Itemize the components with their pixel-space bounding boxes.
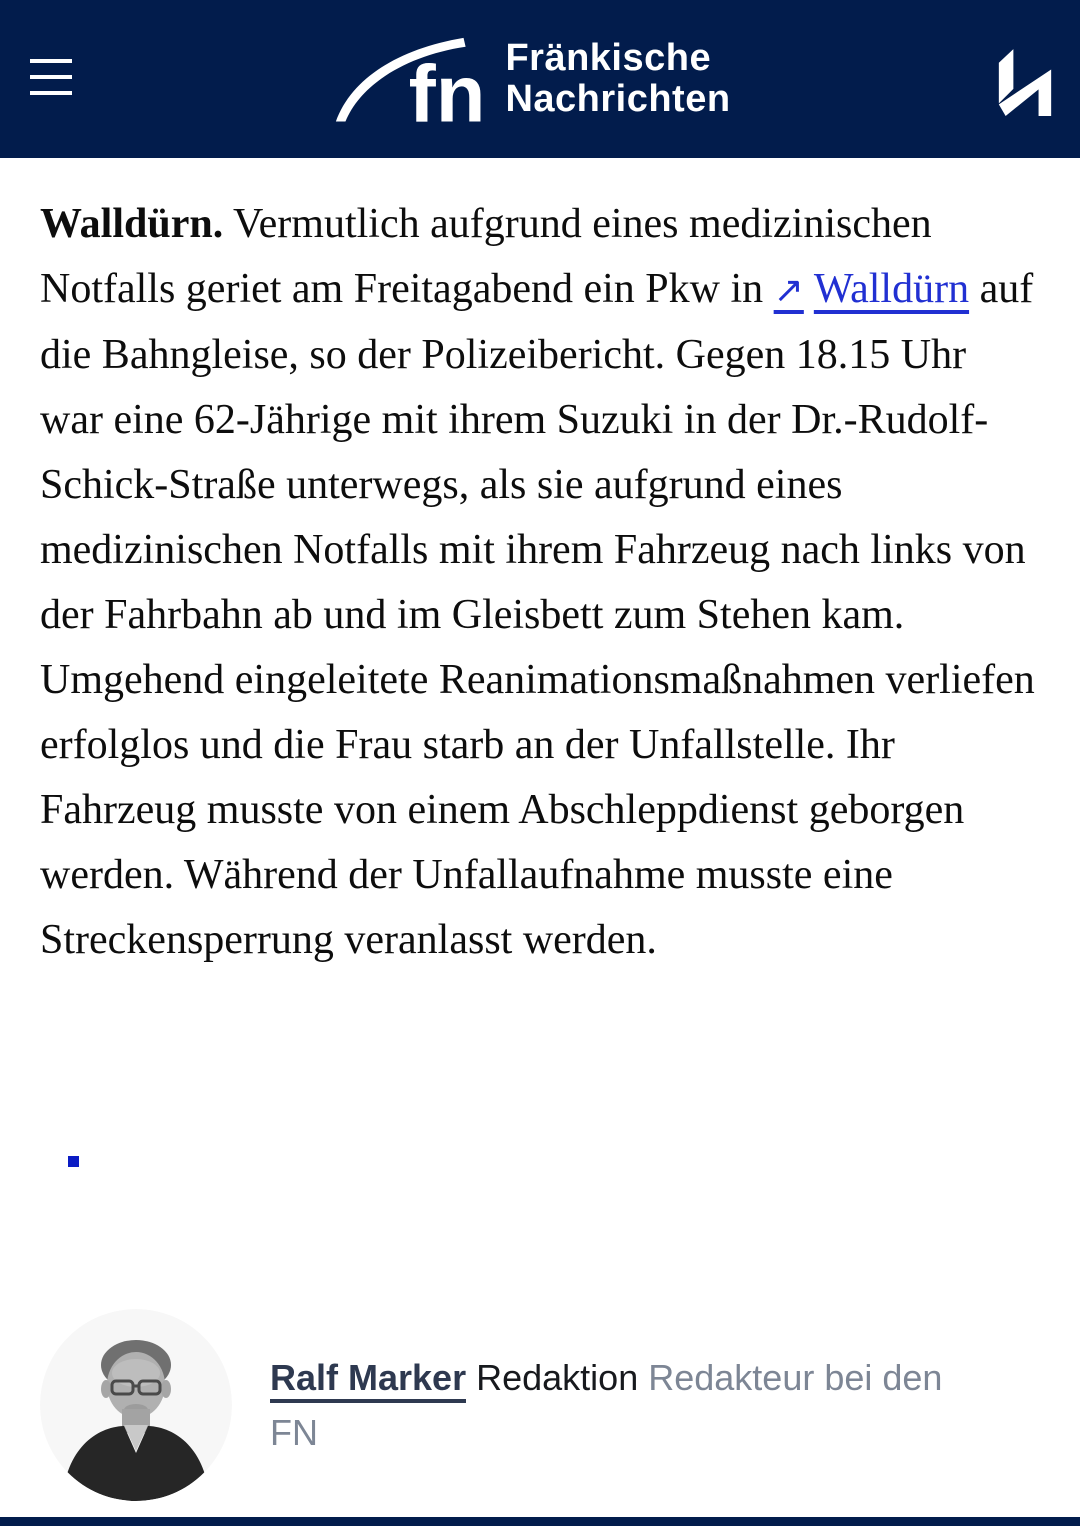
heimat-brand-mark-icon[interactable] <box>994 46 1056 122</box>
hamburger-menu-icon[interactable] <box>30 59 72 95</box>
article-paragraph <box>40 192 1038 973</box>
location-lead: Walldürn. <box>40 201 224 247</box>
masthead-logo[interactable] <box>329 32 730 126</box>
svg-text:fn: fn <box>409 49 486 126</box>
hamburger-bar <box>30 75 72 79</box>
author-name-link[interactable]: Ralf Marker <box>270 1357 466 1403</box>
brand-line-1: Fränkische <box>505 37 712 79</box>
fn-monogram-icon <box>329 32 491 126</box>
walldürn-link-label: Walldürn <box>813 266 970 312</box>
author-byline <box>40 1309 1040 1501</box>
paragraph-text-after-link: auf die Bahngleise, so der Polizeibericht. Gegen 18.15 Uhr war eine 62-Jährige mit ihrem Suzuki in der Dr.-Rudolf-Schick-Straße unterwegs, als sie aufgrund eines medizinischen Notfalls mit ihrem Fahrzeug nach links von der Fahrbahn ab und im Gleisbett zum Stehen kam. Umgehend eingeleitete Reanimationsmaßnahmen verliefen erfolglos und die Frau starb an der Unfallstelle. Ihr Fahrzeug musste von einem Abschleppdienst geborgen werden. Während der Unfallaufnahme musste eine Streckensperrung veranlasst werden. <box>40 266 1035 963</box>
author-role: Redakteur bei den FN <box>270 1357 943 1453</box>
external-link-arrow-icon: ↗ <box>773 270 804 310</box>
author-text-block <box>270 1350 960 1460</box>
list-bullet-square <box>68 1156 79 1167</box>
hamburger-bar <box>30 91 72 95</box>
article-body <box>0 158 1080 973</box>
brand-line-2: Nachrichten <box>505 78 731 120</box>
hamburger-bar <box>30 59 72 63</box>
top-navigation-bar <box>0 0 1080 158</box>
footer-top-edge <box>0 1517 1080 1526</box>
author-avatar[interactable] <box>40 1309 232 1501</box>
portrait-photo <box>40 1309 232 1501</box>
author-department: Redaktion <box>476 1357 639 1398</box>
paragraph-text-before-link: Vermutlich aufgrund eines medizinischen Notfalls geriet am Freitagabend ein Pkw in <box>40 201 932 312</box>
brand-wordmark <box>505 38 730 120</box>
walldürn-topic-link[interactable] <box>774 266 969 312</box>
